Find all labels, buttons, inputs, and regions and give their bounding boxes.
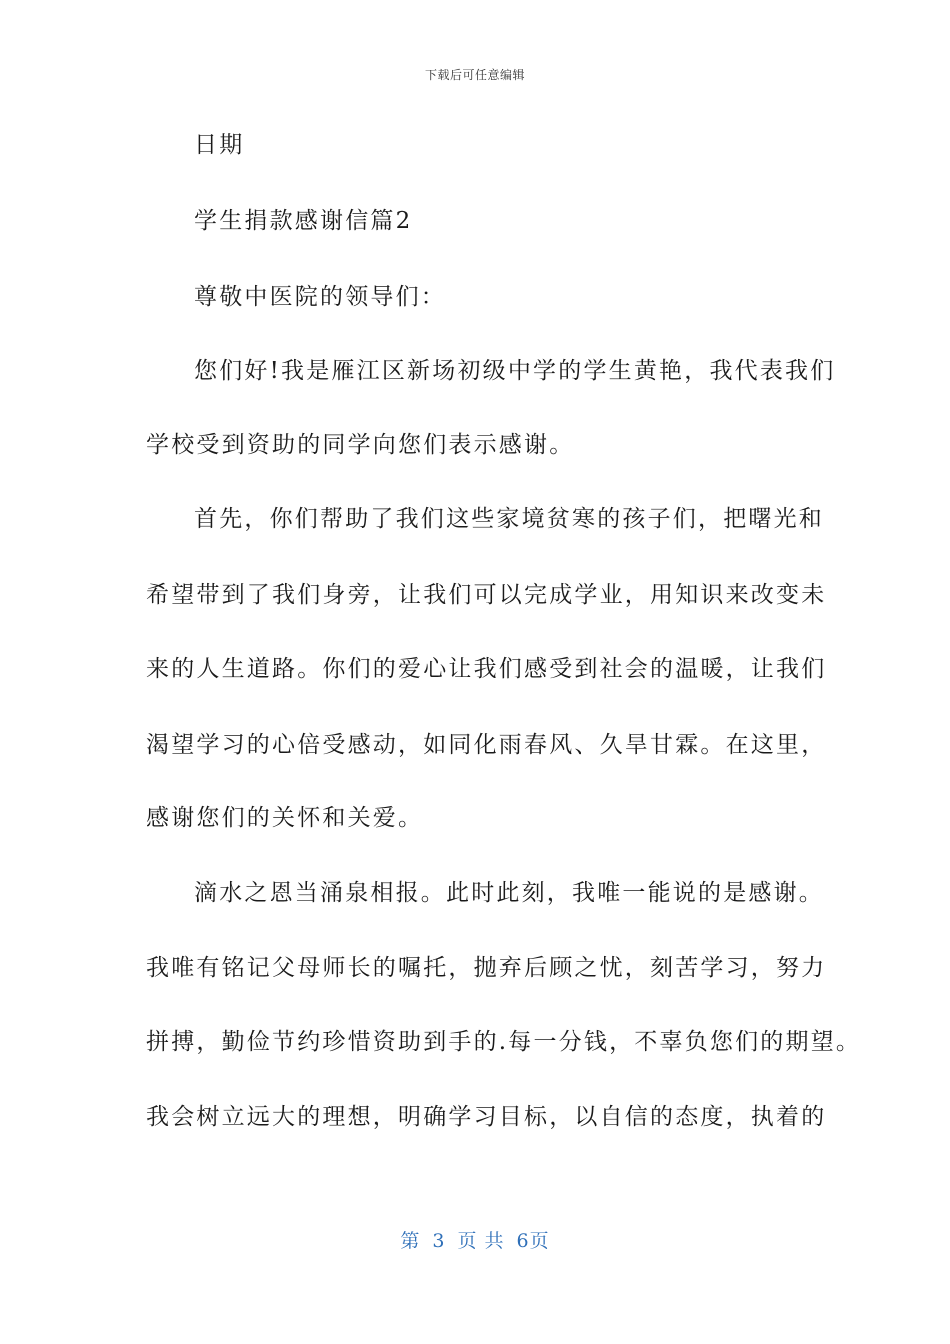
paragraph-line: 感谢您们的关怀和关爱。: [146, 805, 424, 831]
paragraph-line: 我会树立远大的理想，明确学习目标，以自信的态度，执着的: [146, 1104, 827, 1130]
paragraph-line: 滴水之恩当涌泉相报。此时此刻，我唯一能说的是感谢。: [194, 880, 824, 906]
salutation: 尊敬中医院的领导们：: [194, 284, 446, 310]
date-line: 日期: [194, 132, 245, 158]
paragraph-line: 渴望学习的心倍受感动，如同化雨春风、久旱甘霖。在这里，: [146, 732, 827, 758]
page-of-label: 页 共: [457, 1230, 505, 1252]
section-title: 学生捐款感谢信篇2: [194, 208, 413, 234]
paragraph-line: 希望带到了我们身旁，让我们可以完成学业，用知识来改变未: [146, 582, 827, 608]
page-footer: [0, 1226, 950, 1253]
paragraph-line: 来的人生道路。你们的爱心让我们感受到社会的温暖，让我们: [146, 656, 827, 682]
paragraph-line: 我唯有铭记父母师长的嘱托，抛弃后顾之忧，刻苦学习，努力: [146, 955, 827, 981]
paragraph-line: 拼搏，勤俭节约珍惜资助到手的.每一分钱，不辜负您们的期望。: [146, 1029, 862, 1055]
paragraph-line: 您们好!我是雁江区新场初级中学的学生黄艳，我代表我们: [194, 358, 836, 384]
current-page-number: 3: [432, 1230, 446, 1252]
paragraph-line: 学校受到资助的同学向您们表示感谢。: [146, 432, 575, 458]
page-label: 第: [400, 1230, 421, 1252]
page-header: 下载后可任意编辑: [424, 68, 525, 82]
total-pages: 6页: [516, 1230, 550, 1252]
paragraph-line: 首先，你们帮助了我们这些家境贫寒的孩子们，把曙光和: [194, 506, 824, 532]
